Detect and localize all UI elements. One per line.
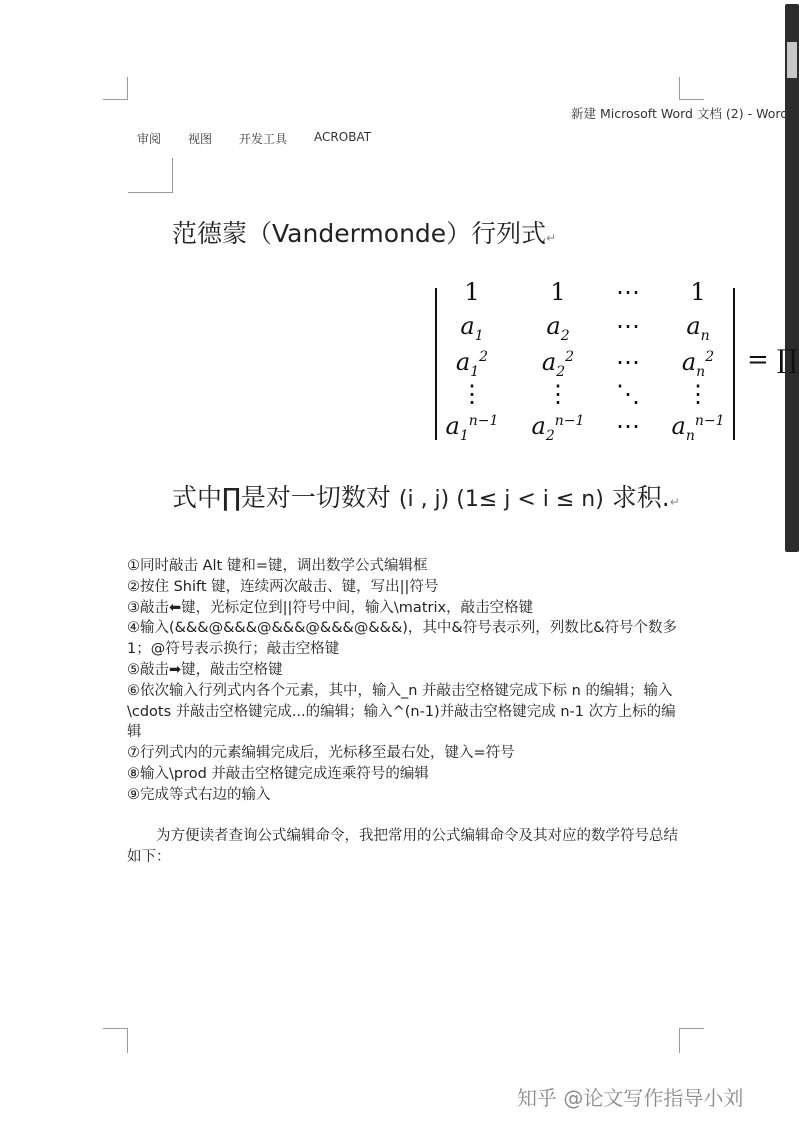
- formula-prefix: 式中∏是对一切数对: [172, 483, 391, 512]
- summary-paragraph[interactable]: 为方便读者查询公式编辑命令，我把常用的公式编辑命令及其对应的数学符号总结如下：: [127, 828, 678, 865]
- step-item: ③敲击⬅键，光标定位到||符号中间，输入\matrix，敲击空格键: [127, 599, 534, 616]
- ribbon-tabs: [137, 130, 398, 147]
- matrix-cell: $a_1^{n-1}$: [445, 412, 499, 444]
- matrix-cell: $a_2^2$: [541, 348, 575, 380]
- matrix-cell: ⋮: [460, 380, 484, 408]
- page-corner-mark: [103, 77, 128, 100]
- tab-acrobat[interactable]: ACROBAT: [314, 130, 372, 144]
- matrix-cell: 1: [550, 278, 566, 306]
- instruction-steps[interactable]: [127, 556, 687, 806]
- window-title: 新建 Microsoft Word 文档 (2) - Word: [571, 106, 789, 121]
- matrix-cell: 1: [690, 278, 706, 306]
- formula-description[interactable]: [172, 478, 680, 514]
- matrix-cell: $a_1^2$: [455, 348, 489, 380]
- step-item: ①同时敲击 Alt 键和=键，调出数学公式编辑框: [127, 558, 428, 574]
- watermark: 知乎 @论文写作指导小刘: [517, 1086, 744, 1110]
- step-item: ⑥依次输入行列式内各个元素，其中，输入_n 并敲击空格键完成下标 n 的编辑；输入\cdots 并敲击空格键完成...的编辑；输入^(n-1)并敲击空格键完成 n-1 次方上标的编辑: [127, 682, 676, 741]
- matrix-cell: ⋮: [686, 380, 710, 408]
- vertical-scrollbar[interactable]: [785, 4, 799, 552]
- text-area-corner-mark: [128, 158, 173, 193]
- paragraph-mark: ↵: [669, 495, 680, 509]
- equation-rhs: = ∏: [747, 345, 798, 375]
- page-corner-mark: [103, 1028, 128, 1053]
- tab-developer[interactable]: 开发工具: [239, 132, 288, 146]
- formula-condition: (i , j) (1≤ j < i ≤ n): [398, 487, 604, 512]
- step-item: ⑦行列式内的元素编辑完成后，光标移至最右处，键入=符号: [127, 745, 515, 762]
- page-corner-mark: [679, 1028, 704, 1053]
- step-item: ②按住 Shift 键，连续两次敲击、键，写出||符号: [127, 578, 439, 595]
- matrix-cell: $a_n^{n-1}$: [671, 412, 725, 444]
- step-item: ④输入(&&&@&&&@&&&@&&&@&&&)，其中&符号表示列，列数比&符号个数多 1；@符号表示换行；敲击空格键: [127, 620, 678, 658]
- matrix-cell: ⋯: [616, 348, 640, 376]
- step-item: ⑨完成等式右边的输入: [127, 786, 271, 803]
- matrix-cell: ⋯: [616, 412, 640, 440]
- formula-suffix: 求积.: [611, 483, 670, 512]
- matrix-cell: ⋱: [616, 380, 640, 408]
- matrix-cell: $a_2^{n-1}$: [531, 412, 585, 444]
- tab-view[interactable]: 视图: [188, 132, 213, 146]
- step-item: ⑧输入\prod 并敲击空格键完成连乘符号的编辑: [127, 765, 429, 782]
- paragraph-mark: ↵: [546, 231, 557, 245]
- matrix-cell: 1: [464, 278, 480, 306]
- matrix-cell: ⋯: [616, 278, 640, 306]
- page-corner-mark: [679, 77, 704, 100]
- matrix-cell: $a_1$: [460, 312, 484, 344]
- scrollbar-thumb[interactable]: [787, 42, 797, 78]
- matrix-cell: $a_2$: [546, 312, 570, 344]
- matrix-cell: $a_n$: [686, 312, 710, 344]
- matrix-cell: ⋯: [616, 312, 640, 340]
- determinant-right-bar: [733, 288, 735, 440]
- tab-review[interactable]: 审阅: [137, 132, 162, 146]
- matrix-cell: ⋮: [546, 380, 570, 408]
- vandermonde-determinant[interactable]: [433, 278, 738, 444]
- heading-text: 范德蒙（Vandermonde）行列式: [172, 219, 547, 248]
- document-heading[interactable]: [172, 214, 556, 250]
- matrix-cell: $a_n^2$: [681, 348, 715, 380]
- step-item: ⑤敲击➡键，敲击空格键: [127, 661, 283, 678]
